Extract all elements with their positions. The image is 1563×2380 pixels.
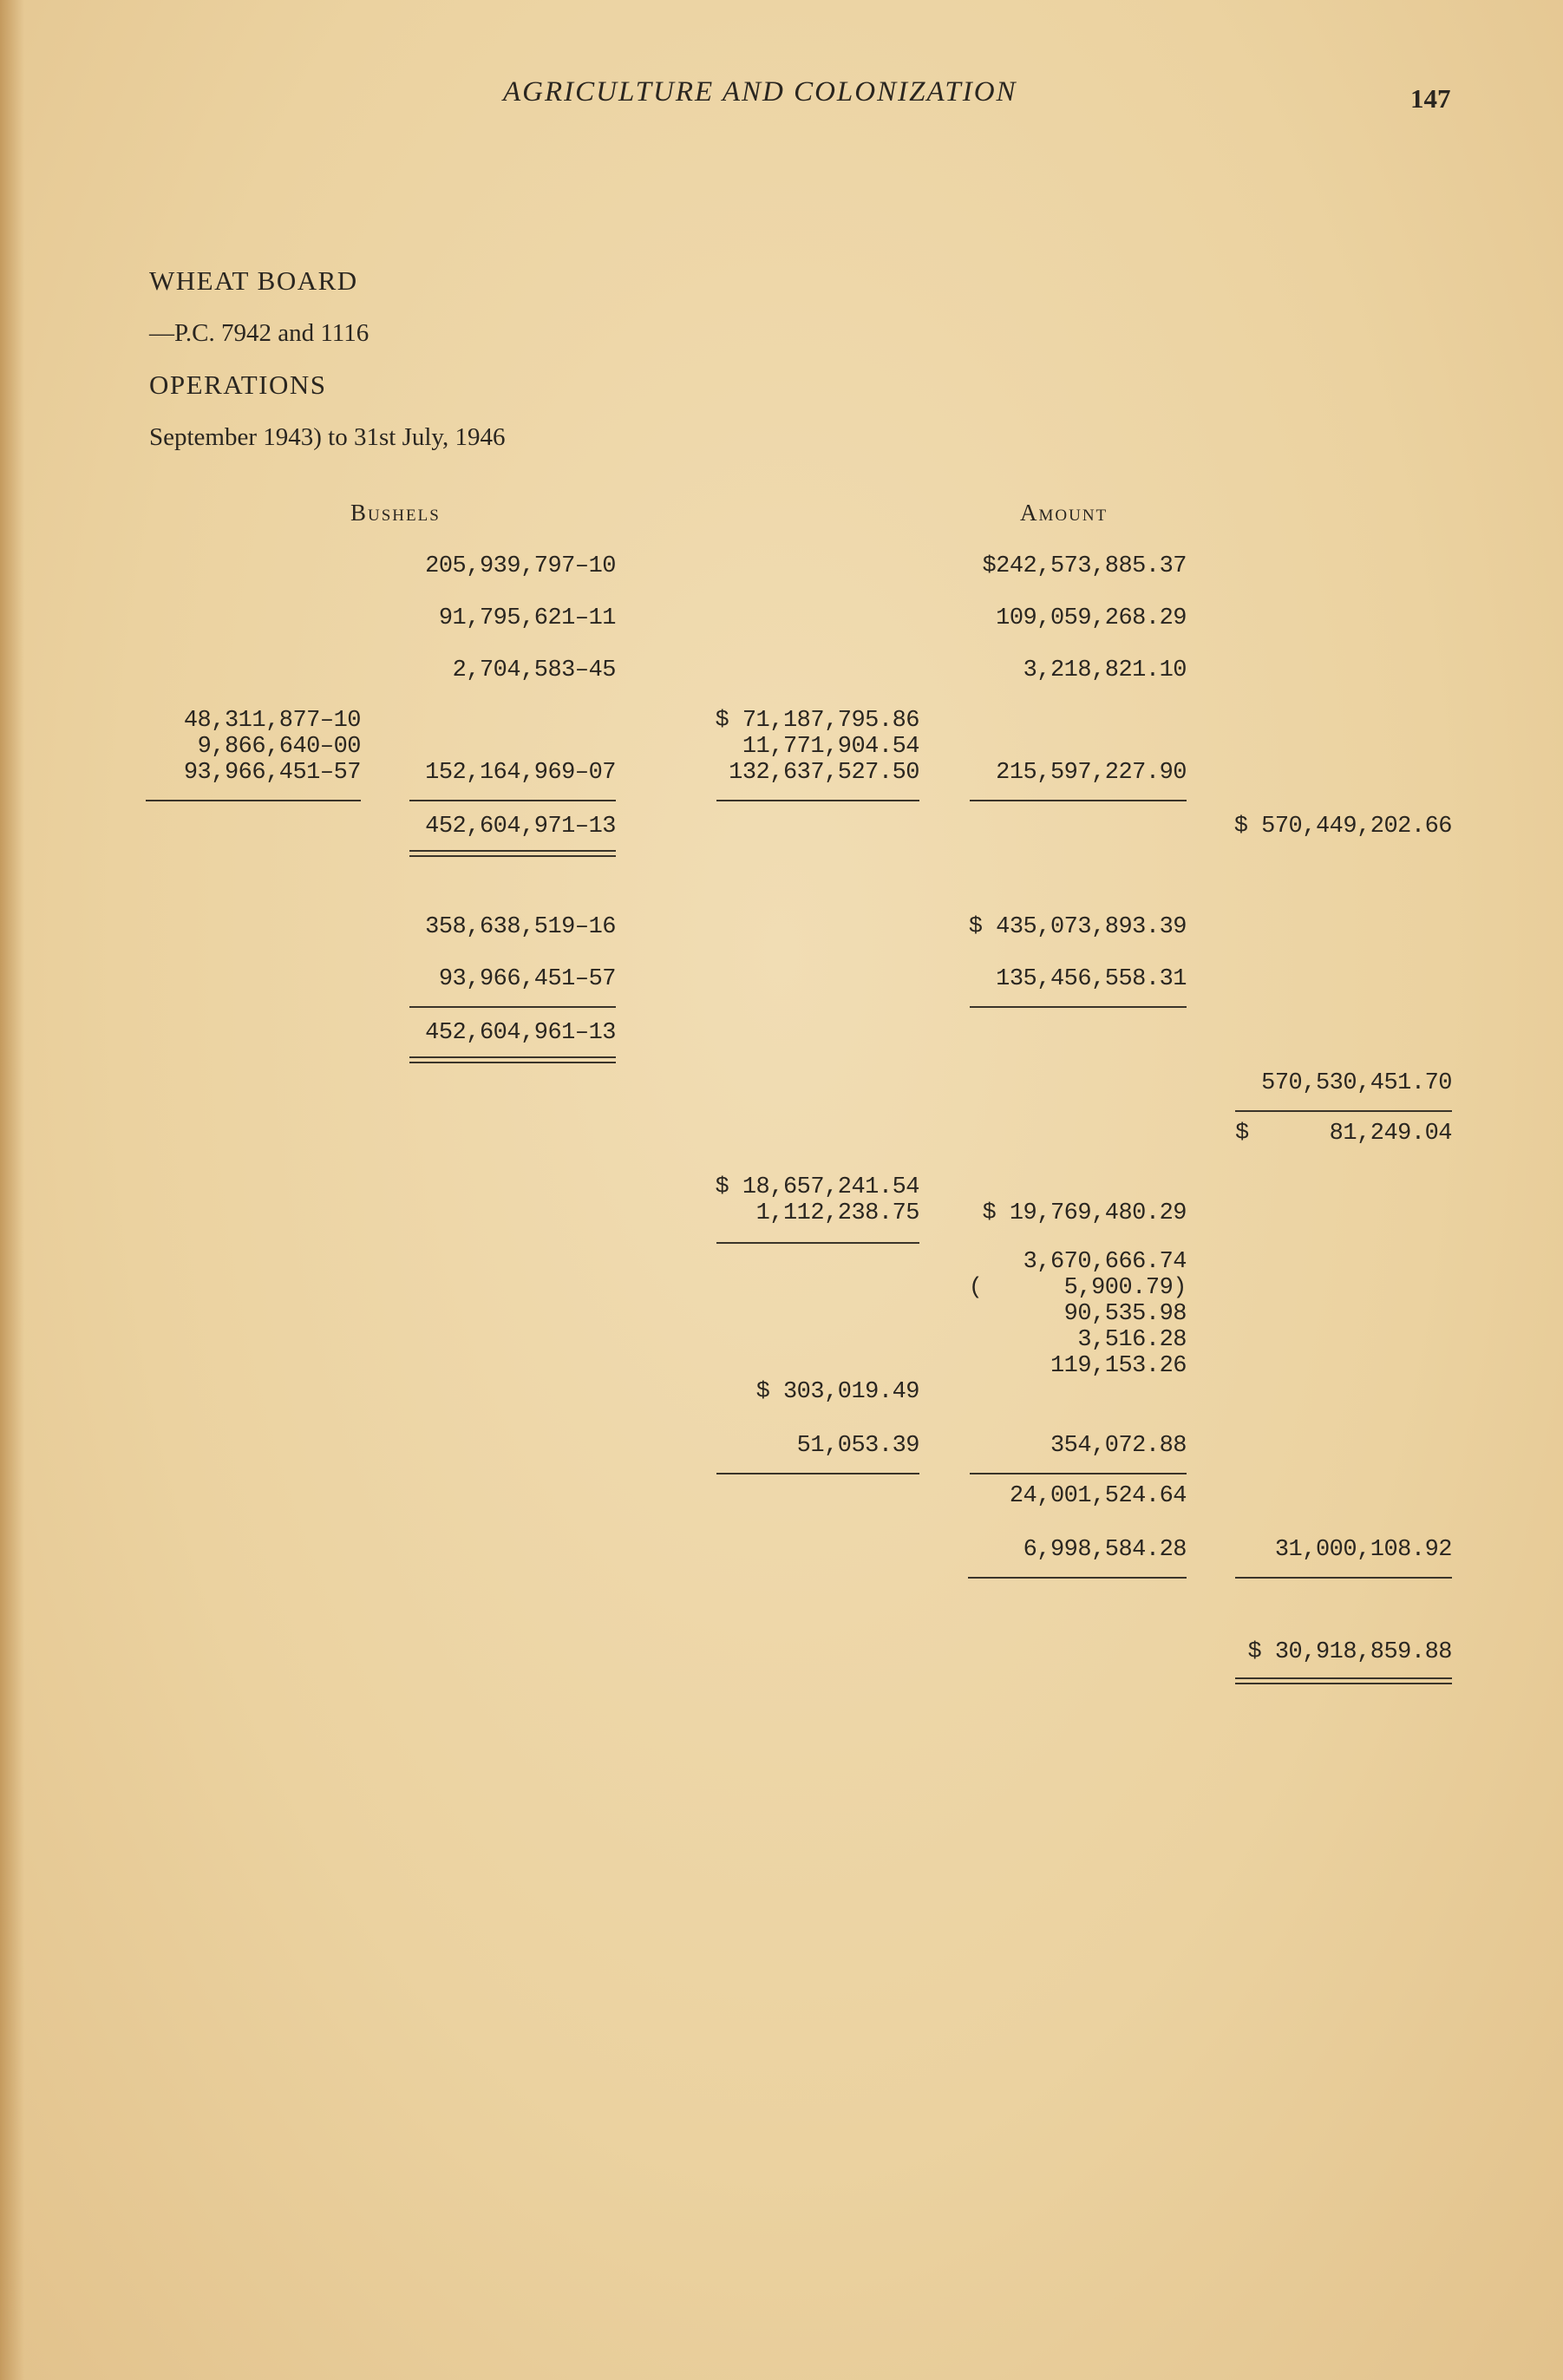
double-rule bbox=[409, 1056, 616, 1058]
amount-cell: $ 71,187,795.86 bbox=[715, 708, 919, 734]
dollar-sign: $ bbox=[1235, 1121, 1249, 1147]
amount-cell: $ 435,073,893.39 bbox=[968, 914, 1187, 940]
double-rule bbox=[409, 855, 616, 857]
amount-cell: 11,771,904.54 bbox=[742, 734, 919, 760]
rule bbox=[970, 1473, 1187, 1474]
amount-cell: 3,516.28 bbox=[1077, 1327, 1187, 1353]
double-rule bbox=[409, 1062, 616, 1063]
rule bbox=[1235, 1110, 1452, 1112]
rule bbox=[409, 1006, 616, 1008]
title-line-4: September 1943) to 31st July, 1946 bbox=[149, 423, 506, 451]
page-edge-shadow bbox=[0, 0, 24, 2380]
column-heading-amount: Amount bbox=[1020, 500, 1108, 526]
total-cell: 31,000,108.92 bbox=[1274, 1537, 1452, 1563]
grand-total: $ 30,918,859.88 bbox=[1247, 1639, 1452, 1665]
bushels-total: 452,604,961–13 bbox=[425, 1020, 616, 1046]
amount-cell: $ 18,657,241.54 bbox=[715, 1174, 919, 1200]
double-rule bbox=[409, 850, 616, 852]
rule bbox=[716, 800, 919, 801]
bushels-cell: 2,704,583–45 bbox=[452, 657, 616, 683]
total-cell: 570,530,451.70 bbox=[1261, 1070, 1452, 1096]
rule bbox=[146, 800, 361, 801]
bushels-cell: 205,939,797–10 bbox=[425, 553, 616, 579]
total-cell: 81,249.04 bbox=[1329, 1121, 1452, 1147]
title-line-2: —P.C. 7942 and 1116 bbox=[149, 319, 369, 347]
amount-cell: $ 303,019.49 bbox=[755, 1379, 919, 1405]
double-rule bbox=[1235, 1683, 1452, 1684]
bushels-total: 452,604,971–13 bbox=[425, 814, 616, 840]
amount-cell: 135,456,558.31 bbox=[996, 966, 1187, 992]
double-rule bbox=[1235, 1677, 1452, 1679]
bushels-cell: 93,966,451–57 bbox=[183, 760, 361, 786]
rule bbox=[970, 1006, 1187, 1008]
amount-cell: 6,998,584.28 bbox=[1023, 1537, 1187, 1563]
amount-cell: 1,112,238.75 bbox=[755, 1200, 919, 1226]
rule bbox=[716, 1242, 919, 1244]
rule bbox=[968, 1577, 1187, 1579]
amount-cell: 109,059,268.29 bbox=[996, 605, 1187, 631]
bushels-cell: 9,866,640–00 bbox=[197, 734, 361, 760]
rule bbox=[970, 800, 1187, 801]
bushels-cell: 93,966,451–57 bbox=[438, 966, 616, 992]
page-number: 147 bbox=[1410, 83, 1451, 114]
amount-cell: 3,670,666.74 bbox=[1023, 1249, 1187, 1275]
amount-cell: 132,637,527.50 bbox=[729, 760, 919, 786]
rule bbox=[409, 800, 616, 801]
rule bbox=[1235, 1577, 1452, 1579]
amount-cell: 90,535.98 bbox=[1063, 1301, 1187, 1327]
amount-cell: 354,072.88 bbox=[1050, 1433, 1187, 1459]
running-head: AGRICULTURE AND COLONIZATION bbox=[503, 76, 1017, 108]
amount-cell: 3,218,821.10 bbox=[1023, 657, 1187, 683]
amount-cell: 215,597,227.90 bbox=[996, 760, 1187, 786]
amount-cell: $ 19,769,480.29 bbox=[982, 1200, 1187, 1226]
title-line-1: WHEAT BOARD bbox=[149, 265, 358, 296]
bushels-cell: 48,311,877–10 bbox=[183, 708, 361, 734]
amount-cell: 119,153.26 bbox=[1050, 1353, 1187, 1379]
rule bbox=[716, 1473, 919, 1474]
amount-cell: ( 5,900.79) bbox=[968, 1275, 1187, 1301]
bushels-cell: 152,164,969–07 bbox=[425, 760, 616, 786]
amount-cell: 24,001,524.64 bbox=[1009, 1483, 1187, 1509]
column-heading-bushels: Bushels bbox=[350, 500, 441, 526]
total-cell: $ 570,449,202.66 bbox=[1233, 814, 1452, 840]
bushels-cell: 358,638,519–16 bbox=[425, 914, 616, 940]
bushels-cell: 91,795,621–11 bbox=[438, 605, 616, 631]
amount-cell: $242,573,885.37 bbox=[982, 553, 1187, 579]
amount-cell: 51,053.39 bbox=[796, 1433, 919, 1459]
title-line-3: OPERATIONS bbox=[149, 369, 327, 400]
